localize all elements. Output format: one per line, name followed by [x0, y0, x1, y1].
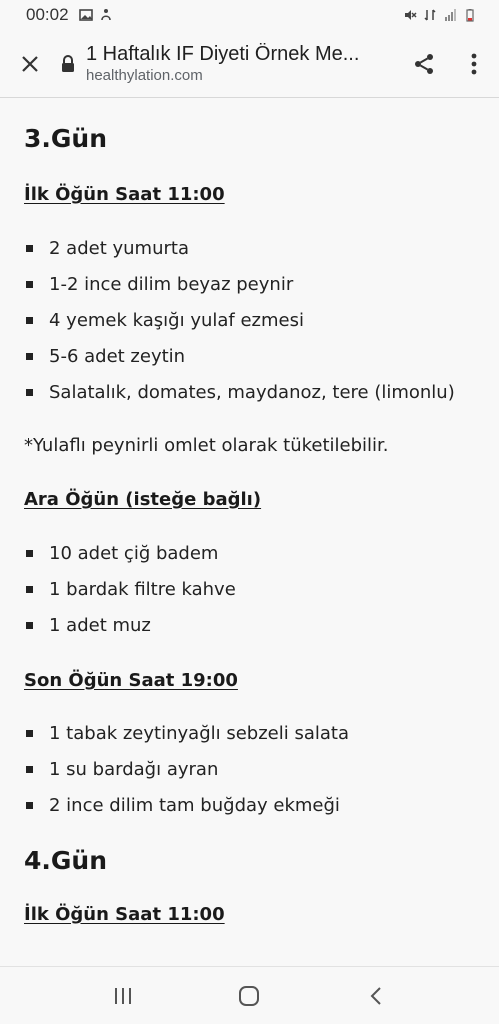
home-icon — [238, 985, 260, 1007]
list-item — [26, 238, 189, 259]
article-content[interactable] — [0, 98, 499, 966]
share-icon — [412, 52, 436, 76]
page-title: 1 Haftalık IF Diyeti Örnek Me... — [86, 43, 360, 65]
list-item-text: 1 adet muz — [49, 615, 151, 636]
status-time: 00:02 — [26, 5, 69, 24]
close-button[interactable] — [0, 34, 60, 94]
bullet — [26, 317, 33, 324]
page-url: healthylation.com — [86, 67, 203, 84]
list-item — [26, 346, 185, 367]
image-icon — [79, 8, 93, 22]
more-vert-icon — [470, 52, 478, 76]
status-bar — [0, 0, 499, 30]
back-button[interactable] — [346, 971, 406, 1021]
title-block[interactable] — [60, 43, 399, 84]
list-item — [26, 723, 349, 744]
list-item-text: 1 bardak filtre kahve — [49, 579, 236, 600]
bullet — [26, 730, 33, 737]
status-right-icons — [403, 8, 477, 22]
list-item — [26, 795, 340, 816]
browser-toolbar — [0, 30, 499, 98]
day-4-heading: 4.Gün — [24, 846, 108, 875]
list-item-text: 5-6 adet zeytin — [49, 346, 186, 367]
list-item — [26, 543, 218, 564]
back-icon — [369, 986, 383, 1006]
close-icon — [20, 54, 40, 74]
bullet — [26, 353, 33, 360]
bullet — [26, 281, 33, 288]
signal-icon — [443, 8, 457, 22]
system-nav-bar — [0, 966, 499, 1024]
list-item — [26, 579, 236, 600]
list-item — [26, 615, 151, 636]
battery-icon — [463, 8, 477, 22]
bullet — [26, 802, 33, 809]
home-button[interactable] — [219, 971, 279, 1021]
list-item — [26, 759, 218, 780]
day-3-heading: 3.Gün — [24, 124, 108, 153]
list-item-text: 4 yemek kaşığı yulaf ezmesi — [49, 310, 304, 331]
mute-icon — [403, 8, 417, 22]
share-button[interactable] — [399, 34, 449, 94]
bullet — [26, 550, 33, 557]
list-item-text: 10 adet çiğ badem — [49, 543, 219, 564]
bullet — [26, 622, 33, 629]
list-item-text: 1 tabak zeytinyağlı sebzeli salata — [49, 723, 349, 744]
list-item — [26, 274, 293, 295]
more-options-button[interactable] — [449, 34, 499, 94]
bullet — [26, 245, 33, 252]
data-icon — [423, 8, 437, 22]
title-texts — [86, 43, 359, 84]
list-item-text: 2 adet yumurta — [49, 238, 189, 259]
list-item — [26, 382, 455, 403]
meal-note: *Yulaflı peynirli omlet olarak tüketilebilir. — [24, 435, 389, 456]
list-item — [26, 310, 304, 331]
bullet — [26, 766, 33, 773]
meal-1-heading: İlk Öğün Saat 11:00 — [24, 184, 225, 205]
bullet — [26, 586, 33, 593]
snack-heading: Ara Öğün (isteğe bağlı) — [24, 489, 262, 510]
meal-2-heading: Son Öğün Saat 19:00 — [24, 670, 238, 691]
list-item-text: 2 ince dilim tam buğday ekmeği — [49, 795, 340, 816]
lock-icon — [60, 55, 76, 73]
day-4-meal-1-heading: İlk Öğün Saat 11:00 — [24, 904, 225, 925]
bullet — [26, 389, 33, 396]
list-item-text: Salatalık, domates, maydanoz, tere (limonlu) — [49, 382, 455, 403]
recents-button[interactable] — [93, 971, 153, 1021]
status-left-icons — [79, 8, 113, 22]
recents-icon — [113, 987, 133, 1005]
list-item-text: 1 su bardağı ayran — [49, 759, 219, 780]
accessibility-icon — [99, 8, 113, 22]
list-item-text: 1-2 ince dilim beyaz peynir — [49, 274, 294, 295]
